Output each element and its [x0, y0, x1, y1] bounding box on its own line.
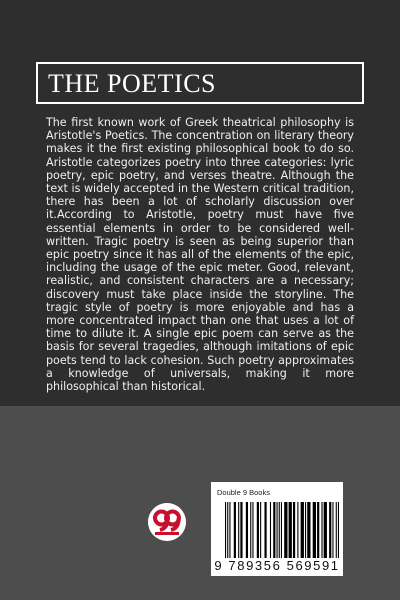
barcode-bar	[229, 502, 230, 558]
barcode-bar	[225, 502, 226, 558]
book-title: THE POETICS	[48, 69, 216, 98]
barcode-bar	[250, 502, 251, 558]
barcode-bar	[332, 502, 333, 558]
barcode-bar	[313, 502, 316, 558]
barcode-bar	[273, 502, 275, 558]
barcode-bar	[238, 502, 239, 558]
barcode-bar	[317, 502, 319, 558]
barcode-bar	[284, 502, 287, 558]
title-frame	[36, 62, 364, 104]
barcode-bar	[277, 502, 278, 558]
barcode-bar	[240, 502, 242, 558]
barcode-bar	[252, 502, 253, 558]
barcode-bar	[257, 502, 259, 558]
barcode-bar	[234, 502, 236, 558]
barcode-bars	[225, 502, 339, 558]
barcode-bar	[338, 502, 339, 558]
barcode-panel	[211, 482, 343, 576]
barcode-bar	[301, 502, 304, 558]
barcode-bar	[270, 502, 271, 558]
barcode-bar	[307, 502, 310, 558]
barcode-bar	[297, 502, 298, 558]
barcode-bar	[246, 502, 248, 558]
barcode-bar	[264, 502, 266, 558]
book-description: The first known work of Greek theatrical philosophy is Aristotle's Poetics. The concentration on literary theory makes it the first existing philosophical book to do so. Aristotle categorizes poetry into three categories: lyric poetry, epic poetry, and verses theatre. Although the text is widely accepted in the Western critical tradition, there has been a lot of scholarly discussion over it.According to Aristotle, poetry must have five essential elements in order to be considered well-written. Tragic poetry is seen as being superior than epic poetry since it has all of the elements of the epic, including the usage of the epic meter. Good, relevant, realistic, and consistent characters are a necessary; discovery must take place inside the storyline. The tragic style of poetry is more enjoyable and has a more concentrated impact than one that uses a lot of time to dilute it. A single epic poem can serve as the basis for several tragedies, although imitations of epic poets tend to lack cohesion. Such poetry approximates a knowledge of universals, making it more philosophical than historical.	[46, 116, 354, 394]
barcode-bar	[260, 502, 261, 558]
barcode-bar	[293, 502, 295, 558]
barcode-bar	[336, 502, 337, 558]
isbn-number: 9 789356 569591	[214, 558, 340, 573]
barcode-bar	[289, 502, 292, 558]
publisher-name: Double 9 Books	[217, 488, 270, 497]
barcode-bar	[324, 502, 327, 558]
barcode-bar	[281, 502, 282, 558]
barcode-bar	[329, 502, 331, 558]
barcode-bar	[305, 502, 306, 558]
barcode-bar	[321, 502, 322, 558]
barcode-bar	[227, 502, 228, 558]
barcode-bar	[279, 502, 280, 558]
publisher-logo-icon	[148, 503, 186, 541]
